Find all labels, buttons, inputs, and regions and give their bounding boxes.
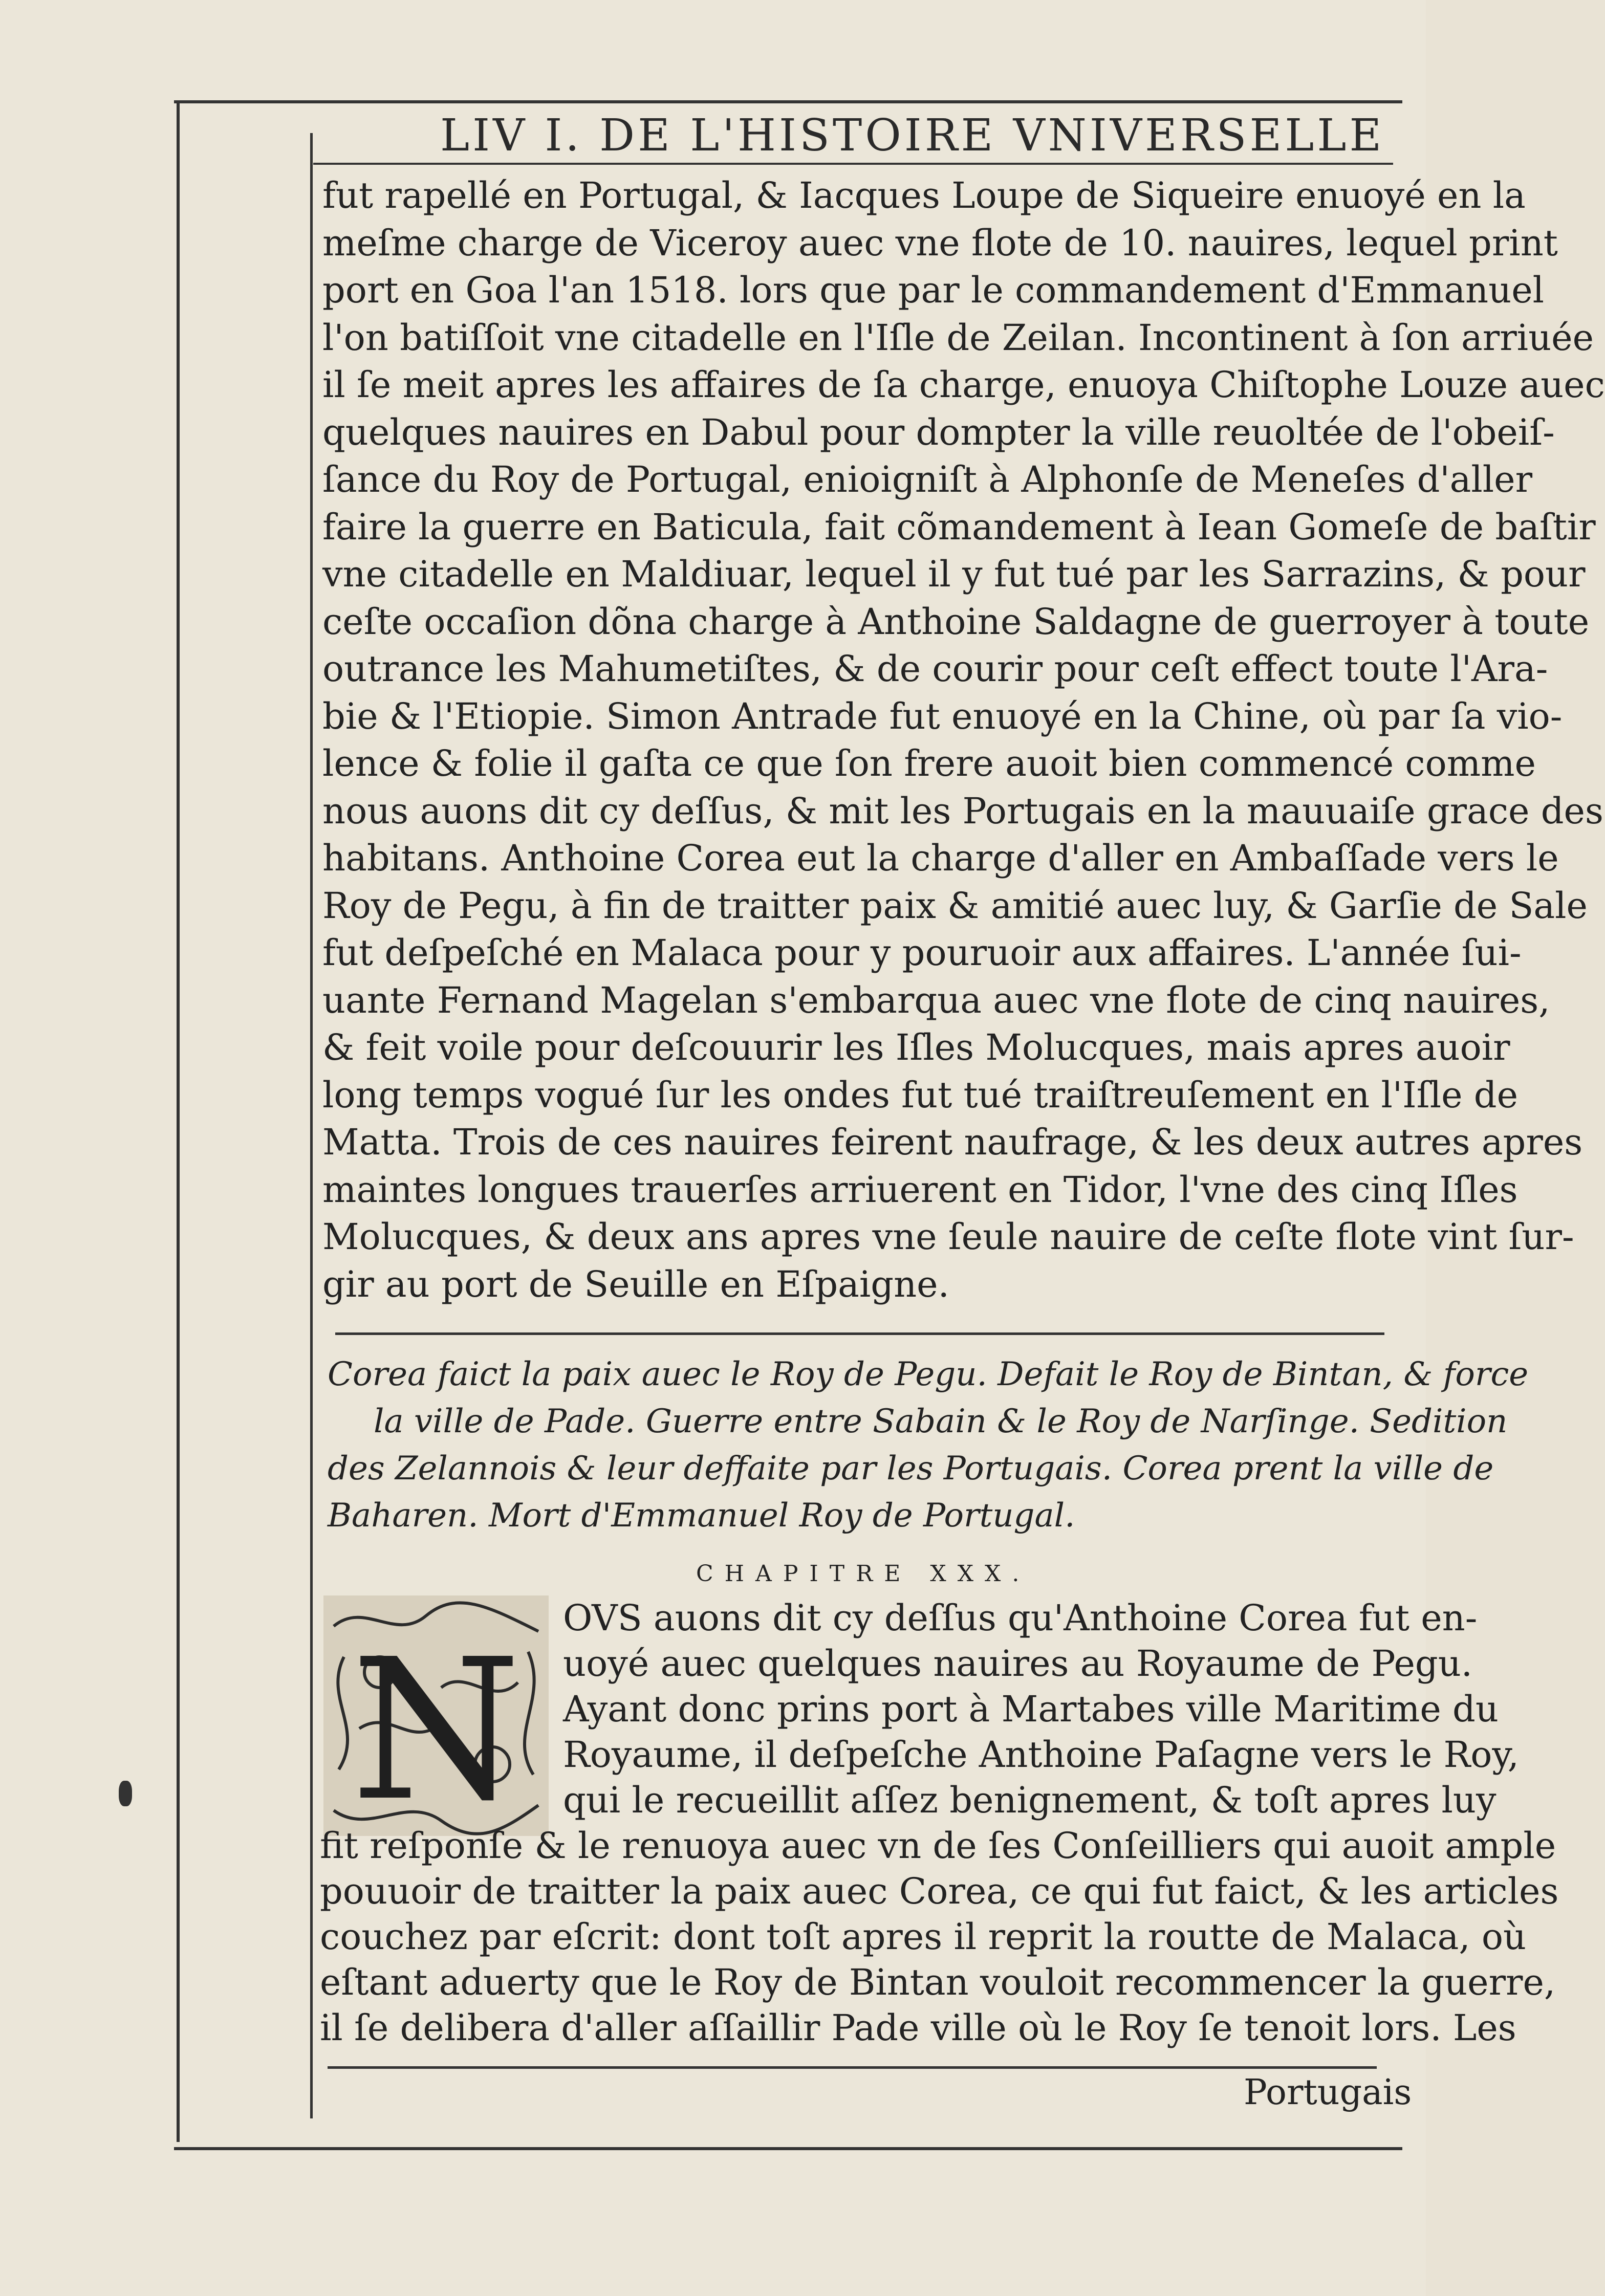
left-inner-rule [310,133,313,2118]
text-line: outrance les Mahumetiſtes, & de courir pour ceſt effect toute l'Ara- [322,648,1548,690]
text-line: Roy de Pegu, à fin de traitter paix & amitié auec luy, & Garſie de Sale [322,884,1588,927]
text-line: il ſe meit apres les affaires de ſa charge, enuoya Chiſtophe Louze auec [322,364,1605,406]
text-line: uante Fernand Magelan s'embarqua auec vne flote de cinq nauires, [322,979,1550,1021]
chapter-title: CHAPITRE XXX. [696,1561,1031,1587]
chapter-text [320,1595,1559,2051]
text-line: fut rapellé en Portugal, & Iacques Loupe de Siqueire enuoyé en la [322,174,1526,216]
head-rule [313,163,1393,165]
text-line: OVS auons dit cy deſſus qu'Anthoine Corea fut en- [563,1597,1478,1639]
text-line: fut deſpeſché en Malaca pour y pouruoir aux affaires. L'année ſui- [322,932,1522,974]
text-line: habitans. Anthoine Corea eut la charge d'aller en Ambaſſade vers le [322,837,1559,879]
main-text [322,172,1605,1308]
text-line: bie & l'Etiopie. Simon Antrade fut enuoyé en la Chine, où par ſa vio- [322,695,1563,737]
ink-blot [119,1781,132,1806]
text-line: Ayant donc prins port à Martabes ville Maritime du [563,1688,1499,1730]
text-line: ſance du Roy de Portugal, enioigniſt à Alphonſe de Meneſes d'aller [322,458,1533,500]
text-line: vne citadelle en Maldiuar, lequel il y fut tué par les Sarrazins, & pour [322,553,1586,595]
bottom-rule [174,2147,1402,2150]
text-line: port en Goa l'an 1518. lors que par le commandement d'Emmanuel [322,269,1545,311]
text-line: Molucques, & deux ans apres vne ſeule nauire de ceſte flote vint ſur- [322,1216,1574,1258]
text-line: gir au port de Seuille en Eſpaigne. [322,1263,949,1305]
text-line: pouuoir de traitter la paix auec Corea, ce qui fut faict, & les articles [320,1870,1559,1912]
text-line: il ſe delibera d'aller aſſaillir Pade ville où le Roy ſe tenoit lors. Les [320,2007,1516,2049]
bottom-text-rule [328,2066,1377,2069]
text-line: meſme charge de Viceroy auec vne flote de 10. nauires, lequel print [322,222,1558,264]
text-line: lence & folie il gaſta ce que ſon frere auoit bien commencé comme [322,742,1536,784]
summary-line: la ville de Pade. Guerre entre Sabain & le Roy de Narſinge. Sedition [374,1403,1508,1440]
text-line: & feit voile pour deſcouurir les Iſles Molucques, mais apres auoir [322,1026,1510,1068]
text-line: couchez par eſcrit: dont toſt apres il reprit la routte de Malaca, où [320,1916,1527,1958]
left-outer-rule [177,100,180,2142]
running-head: LIV I. DE L'HISTOIRE VNIVERSELLE [440,110,1385,161]
text-line: quelques nauires en Dabul pour dompter la ville reuoltée de l'obeiſ- [322,411,1555,453]
text-line: nous auons dit cy deſſus, & mit les Portugais en la mauuaiſe grace des [322,790,1603,832]
text-line: maintes longues trauerſes arriuerent en Tidor, l'vne des cinq Iſles [322,1168,1518,1211]
text-line: faire la guerre en Baticula, fait cõmandement à Iean Gomeſe de baſtir [322,506,1596,548]
text-line: Matta. Trois de ces nauires feirent naufrage, & les deux autres apres [322,1121,1583,1163]
summary-line: Baharen. Mort d'Emmanuel Roy de Portugal. [328,1497,1075,1535]
summary-line: des Zelannois & leur deffaite par les Portugais. Corea prent la ville de [328,1450,1494,1488]
text-line: uoyé auec quelques nauires au Royaume de Pegu. [563,1643,1473,1685]
summary-line: Corea faict la paix auec le Roy de Pegu. Defait le Roy de Bintan, & force [328,1355,1529,1393]
catchword: Portugais [1244,2072,1412,2113]
text-line: ceſte occaſion dõna charge à Anthoine Saldagne de guerroyer à toute [322,600,1590,643]
text-line: qui le recueillit aſſez benignement, & toſt apres luy [563,1779,1496,1821]
text-line: fit reſponſe & le renuoya auec vn de ſes Conſeilliers qui auoit ample [320,1825,1556,1867]
top-rule [174,100,1402,103]
chapter-summary [328,1351,1529,1539]
text-line: long temps vogué ſur les ondes fut tué traiſtreuſement en l'Iſle de [322,1074,1519,1116]
text-line: Royaume, il deſpeſche Anthoine Paſagne vers le Roy, [563,1734,1519,1776]
text-line: l'on batiſſoit vne citadelle en l'Iſle de Zeilan. Incontinent à ſon arriuée [322,316,1594,359]
summary-top-rule [335,1332,1384,1335]
initial-letter: N [351,1617,522,1844]
text-line: eſtant aduerty que le Roy de Bintan vouloit recommencer la guerre, [320,1961,1556,2003]
